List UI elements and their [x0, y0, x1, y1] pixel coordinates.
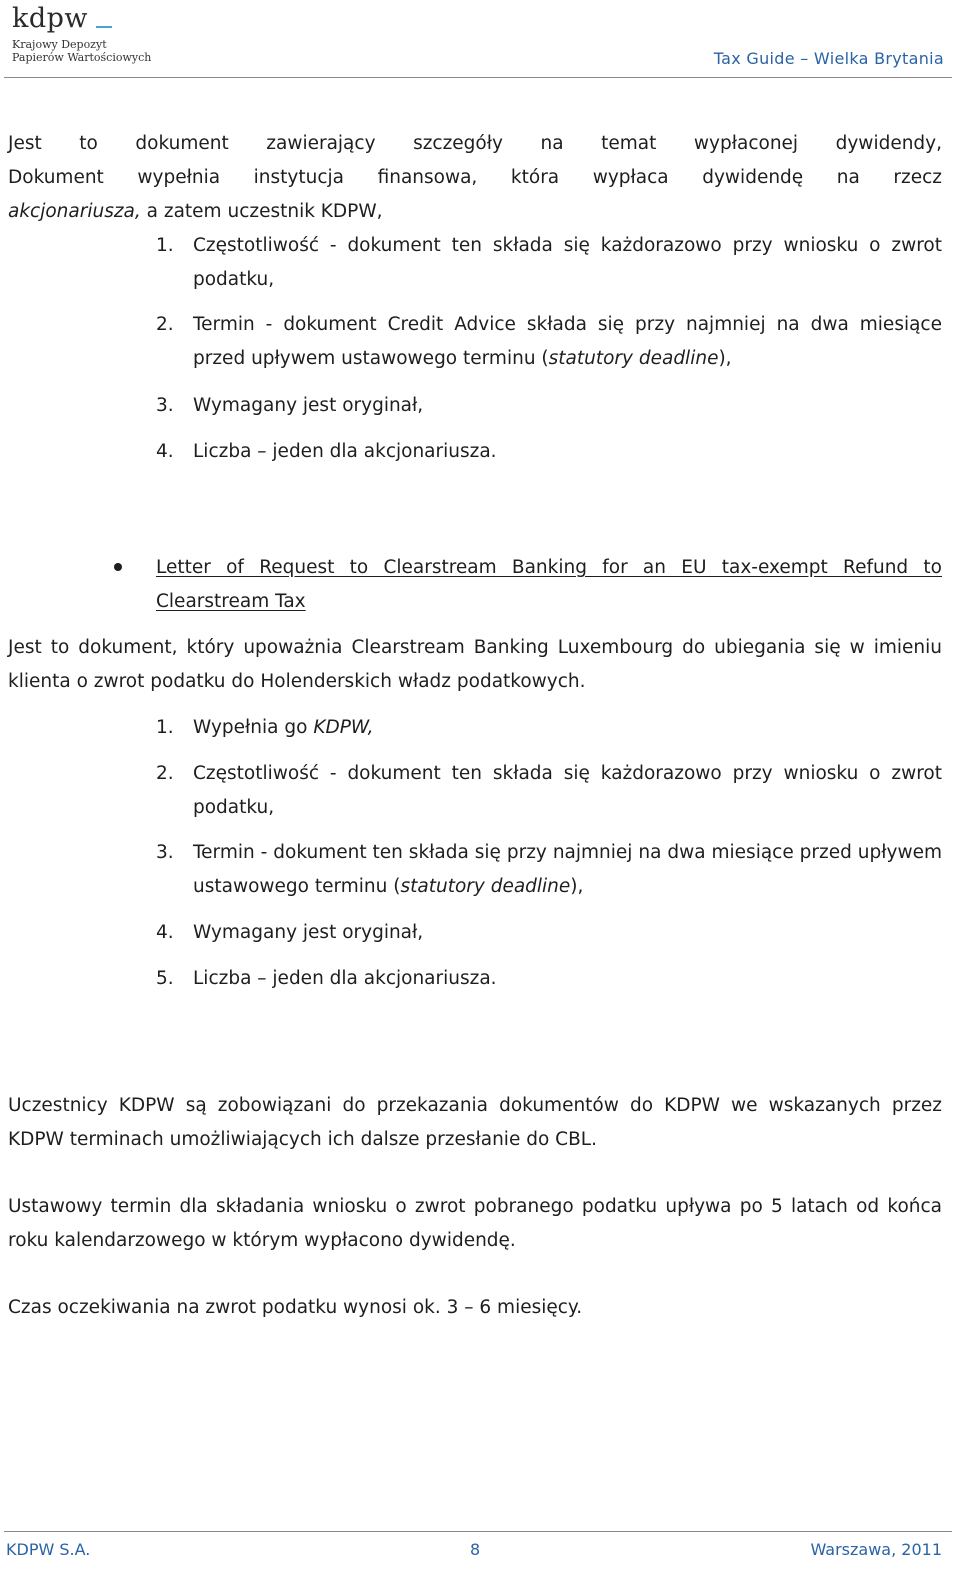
bullet-icon: [114, 563, 122, 571]
list-item-number: 1.: [156, 235, 174, 256]
list-item-text: Częstotliwość - dokument ten składa się każdorazowo przy wniosku o zwrot podatku,: [193, 235, 942, 290]
list-item-text: Częstotliwość - dokument ten składa się każdorazowo przy wniosku o zwrot podatku,: [193, 763, 942, 818]
section2-intro: Jest to dokument, który upoważnia Clearstream Banking Luxembourg do ubiegania się w imieniu klienta o zwrot podatku do Holenderskich władz podatkowych.: [8, 637, 942, 692]
list-item: [156, 757, 942, 825]
list-item-number: 3.: [156, 842, 174, 863]
list-item-number: 2.: [156, 763, 174, 784]
list-item-text: Wymagany jest oryginał,: [193, 395, 424, 416]
logo-wordmark: kdpw: [12, 3, 89, 34]
list-item-text: Wymagany jest oryginał,: [193, 922, 424, 943]
list-item-text: Termin - dokument ten składa się przy najmniej na dwa miesiące przed upływem ustawowego terminu (statutory deadline),: [193, 842, 942, 897]
list-item: [156, 916, 942, 950]
list-item-number: 3.: [156, 395, 174, 416]
footer-company: KDPW S.A.: [6, 1540, 91, 1559]
section1-line1: Jest to dokument zawierający szczegóły na temat wypłaconej dywidendy,: [8, 133, 942, 154]
list-item-text: Liczba – jeden dla akcjonariusza.: [193, 968, 497, 989]
list-item: [156, 711, 942, 745]
footer-divider: [4, 1531, 952, 1532]
document-title-text: Letter of Request to Clearstream Banking for an EU tax-exempt Refund to Clearstream Tax: [156, 557, 942, 612]
kdpw-logo: [12, 4, 151, 64]
footer-place-date: Warszawa, 2011: [810, 1540, 942, 1559]
list-item-number: 4.: [156, 441, 174, 462]
header-divider: [4, 77, 952, 78]
section1-line3: akcjonariusza, a zatem uczestnik KDPW,: [8, 201, 383, 222]
list-item-text: Termin - dokument Credit Advice składa się przy najmniej na dwa miesiące przed upływem ustawowego terminu (statutory deadline),: [193, 314, 942, 369]
list-item: [156, 308, 942, 376]
paragraph-participants: Uczestnicy KDPW są zobowiązani do przekazania dokumentów do KDPW we wskazanych przez KDPW terminach umożliwiających ich dalsze przesłanie do CBL.: [8, 1095, 942, 1150]
list-item-number: 2.: [156, 314, 174, 335]
list-item-text: Liczba – jeden dla akcjonariusza.: [193, 441, 497, 462]
list-item-number: 5.: [156, 968, 174, 989]
header-title: Tax Guide – Wielka Brytania: [713, 49, 944, 68]
list-item: [156, 435, 942, 469]
logo-subtitle-2: Papierów Wartościowych: [12, 51, 152, 64]
document-title: [156, 551, 942, 619]
list-item: [156, 389, 942, 423]
list-item: [156, 836, 942, 904]
page-number: 8: [470, 1540, 481, 1559]
paragraph-statutory-term: Ustawowy termin dla składania wniosku o zwrot pobranego podatku upływa po 5 latach od końca roku kalendarzowego w którym wypłacono dywidendę.: [8, 1196, 942, 1251]
list-item-number: 1.: [156, 717, 174, 738]
list-item-number: 4.: [156, 922, 174, 943]
list-item: [156, 229, 942, 297]
section1-line2: Dokument wypełnia instytucja finansowa, która wypłaca dywidendę na rzecz: [8, 167, 942, 188]
paragraph-waiting-time: Czas oczekiwania na zwrot podatku wynosi ok. 3 – 6 miesięcy.: [8, 1297, 583, 1318]
list-item: [156, 962, 942, 996]
logo-accent-bar: [96, 26, 112, 28]
list-item-text: Wypełnia go KDPW,: [193, 717, 374, 738]
logo-subtitle-1: Krajowy Depozyt: [12, 38, 107, 51]
